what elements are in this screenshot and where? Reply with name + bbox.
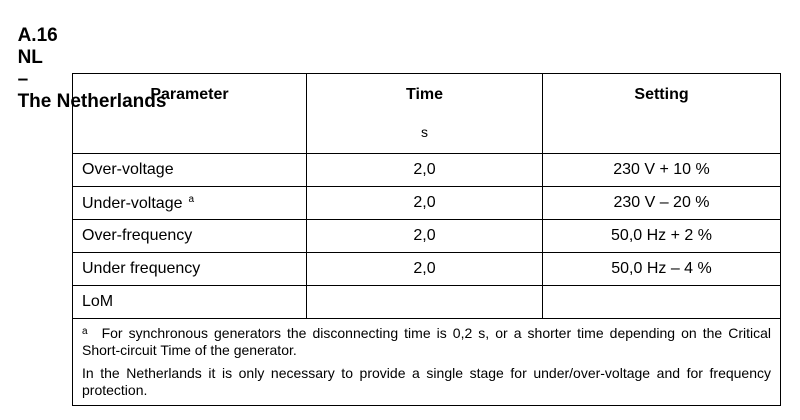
row-time: 2,0 (307, 253, 543, 286)
note-text: In the Netherlands it is only necessary to provide a single stage for under/over-voltage and for frequency protection. (82, 365, 771, 398)
row-setting: 230 V – 20 % (543, 187, 781, 220)
row-time: 2,0 (307, 220, 543, 253)
row-setting: 230 V + 10 % (543, 154, 781, 187)
protection-settings-table (72, 73, 781, 406)
table-notes (73, 319, 781, 406)
header-setting: Setting (543, 74, 781, 154)
header-parameter: Parameter (73, 74, 307, 154)
time-unit: s (421, 124, 428, 140)
footnote-text: For synchronous generators the disconnecting time is 0,2 s, or a shorter time depending on the Critical Short-circuit Time of the generator. (82, 325, 771, 358)
table-header-row (73, 74, 781, 154)
row-setting: 50,0 Hz + 2 % (543, 220, 781, 253)
table-row (73, 286, 781, 319)
table-row (73, 187, 781, 220)
row-parameter: Over-voltage (73, 154, 307, 187)
row-parameter: LoM (73, 286, 307, 319)
row-time (307, 286, 543, 319)
header-time: Time s (307, 74, 543, 154)
footnote-marker: a (188, 193, 195, 205)
country-name: The Netherlands (17, 91, 167, 112)
row-time: 2,0 (307, 154, 543, 187)
footnote-a (82, 323, 771, 359)
table-notes-row (73, 319, 781, 406)
table-note (82, 365, 771, 399)
footnote-mark: a (82, 326, 88, 337)
table-row (73, 154, 781, 187)
row-setting (543, 286, 781, 319)
table-row (73, 253, 781, 286)
section-number: A.16 (17, 25, 58, 46)
row-parameter: Over-frequency (73, 220, 307, 253)
heading-dash: – (17, 69, 29, 90)
row-setting: 50,0 Hz – 4 % (543, 253, 781, 286)
country-code: NL (17, 47, 43, 68)
row-parameter: Under frequency (73, 253, 307, 286)
row-parameter: Under-voltage $^a$ (73, 187, 307, 220)
row-time: 2,0 (307, 187, 543, 220)
table-row (73, 220, 781, 253)
